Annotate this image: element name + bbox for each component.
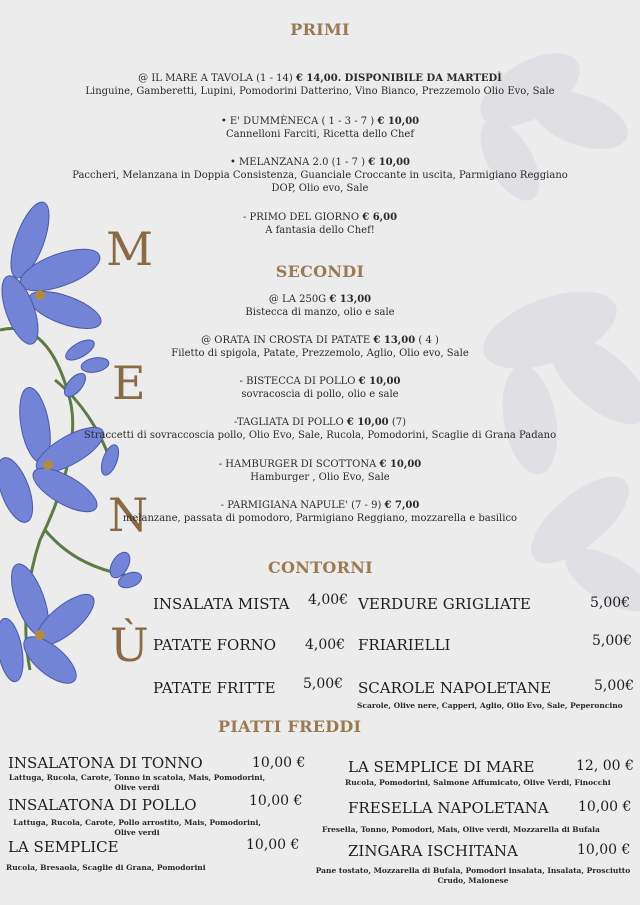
item-name: • E' DUMMÈNECA ( 1 - 3 - 7 ): [220, 116, 378, 127]
piatto-price: 10,00 €: [577, 842, 631, 858]
item-price: € 10,00: [358, 376, 401, 387]
item-price: € 6,00: [362, 212, 398, 223]
item-name: - BISTECCA DI POLLO: [239, 376, 359, 387]
item-name: @ LA 250G: [268, 294, 330, 305]
contorno-price: 5,00€: [303, 676, 344, 692]
item-allergens: (7): [388, 417, 406, 428]
item-description: melanzane, passata di pomodoro, Parmigiano Reggiano, mozzarella e basilico: [122, 513, 518, 524]
item-price: € 14,00. DISPONIBILE DA MARTEDÌ: [295, 73, 502, 84]
piatto-price: 10,00 €: [246, 837, 300, 853]
piatto-name: LA SEMPLICE DI MARE: [348, 758, 535, 776]
item-description: A fantasia dello Chef!: [265, 225, 375, 236]
item-description: Filetto di spigola, Patate, Prezzemolo, Aglio, Olio evo, Sale: [171, 348, 469, 359]
item-name: @ ORATA IN CROSTA DI PATATE: [201, 335, 374, 346]
item-name: - PARMIGIANA NAPULE' (7 - 9): [220, 500, 385, 511]
piatto-name: INSALATONA DI TONNO: [8, 754, 203, 772]
primi-item: [0, 115, 640, 141]
piatto-price: 10,00 €: [578, 799, 632, 815]
item-name: @ IL MARE A TAVOLA (1 - 14): [138, 73, 296, 84]
section-title-contorni: CONTORNI: [268, 558, 373, 577]
section-title-primi: PRIMI: [290, 20, 350, 39]
piatto-description: Pane tostato, Mozzarella di Bufala, Pomodori insalata, Insalata, Prosciutto Crudo, Maionese: [315, 866, 631, 885]
primi-item: [0, 156, 640, 195]
secondi-item: [0, 416, 640, 442]
item-name: • MELANZANA 2.0 (1 - 7 ): [229, 157, 369, 168]
piatto-description: Rucola, Pomodorini, Salmone Affumicato, Olive Verdi, Finocchi: [345, 778, 611, 787]
piatto-description: Lattuga, Rucola, Carote, Tonno in scatola, Mais, Pomodorini, Olive verdi: [8, 773, 266, 792]
secondi-item: [0, 293, 640, 319]
item-description: Paccheri, Melanzana in Doppia Consistenza, Guanciale Croccante in uscita, Parmigiano Reggiano DOP, Olio evo, Sale: [72, 170, 568, 194]
item-description: sovracoscia di pollo, olio e sale: [241, 389, 399, 400]
piatto-description: Fresella, Tonno, Pomodori, Mais, Olive verdi, Mozzarella di Bufala: [322, 825, 600, 834]
item-allergens: ( 4 ): [415, 335, 439, 346]
menu-letter-m: M: [106, 222, 154, 276]
menu-letter-u: Ù: [110, 618, 149, 672]
section-title-secondi: SECONDI: [275, 262, 365, 281]
contorno-name: INSALATA MISTA: [153, 595, 290, 613]
contorno-name: PATATE FORNO: [153, 636, 277, 654]
item-name: - PRIMO DEL GIORNO: [242, 212, 363, 223]
menu-letter-n: N: [108, 488, 149, 542]
contorno-name: SCAROLE NAPOLETANE: [358, 679, 552, 697]
item-name: - HAMBURGER DI SCOTTONA: [218, 459, 380, 470]
item-price: € 10,00: [377, 116, 420, 127]
piatto-name: LA SEMPLICE: [8, 838, 119, 856]
piatto-name: INSALATONA DI POLLO: [8, 796, 197, 814]
primi-item: [0, 72, 640, 98]
contorno-name: PATATE FRITTE: [153, 679, 276, 697]
contorno-price: 5,00€: [592, 633, 633, 649]
item-description: Bistecca di manzo, olio e sale: [245, 307, 395, 318]
item-description: Cannelloni Farciti, Ricetta dello Chef: [225, 129, 415, 140]
item-name: -TAGLIATA DI POLLO: [234, 417, 347, 428]
secondi-item: [0, 458, 640, 484]
contorno-price: 4,00€: [305, 637, 346, 653]
item-description: Linguine, Gamberetti, Lupini, Pomodorini Datterino, Vino Bianco, Prezzemolo Olio Evo, Sale: [85, 86, 555, 97]
primi-item: [0, 211, 640, 237]
piatto-name: FRESELLA NAPOLETANA: [348, 799, 549, 817]
piatto-price: 10,00 €: [252, 755, 306, 771]
item-price: € 10,00: [379, 459, 422, 470]
contorno-price: 4,00€: [308, 592, 349, 608]
piatto-price: 10,00 €: [249, 793, 303, 809]
contorno-price: 5,00€: [594, 678, 635, 694]
contorno-name: VERDURE GRIGLIATE: [358, 595, 531, 613]
piatto-price: 12, 00 €: [576, 758, 634, 774]
item-description: Hamburger , Olio Evo, Sale: [250, 472, 390, 483]
contorno-name: FRIARIELLI: [358, 636, 451, 654]
piatto-description: Rucola, Bresaola, Scaglie di Grana, Pomodorini: [6, 863, 206, 872]
secondi-item: [0, 334, 640, 360]
contorno-price: 5,00€: [590, 595, 631, 611]
item-price: € 13,00: [329, 294, 372, 305]
contorno-description: Scarole, Olive nere, Capperi, Aglio, Olio Evo, Sale, Peperoncino: [357, 701, 623, 710]
menu-letter-e: E: [112, 356, 146, 410]
piatto-name: ZINGARA ISCHITANA: [348, 842, 518, 860]
item-price: € 7,00: [384, 500, 420, 511]
item-description: Straccetti di sovraccoscia pollo, Olio Evo, Sale, Rucola, Pomodorini, Scaglie di Grana Padano: [83, 430, 557, 441]
item-price: € 10,00: [346, 417, 389, 428]
item-price: € 13,00: [373, 335, 416, 346]
piatto-description: Lattuga, Rucola, Carote, Pollo arrostito, Mais, Pomodorini, Olive verdi: [13, 818, 261, 837]
secondi-item: [0, 499, 640, 525]
secondi-item: [0, 375, 640, 401]
item-price: € 10,00: [368, 157, 411, 168]
section-title-piatti-freddi: PIATTI FREDDI: [218, 717, 362, 736]
